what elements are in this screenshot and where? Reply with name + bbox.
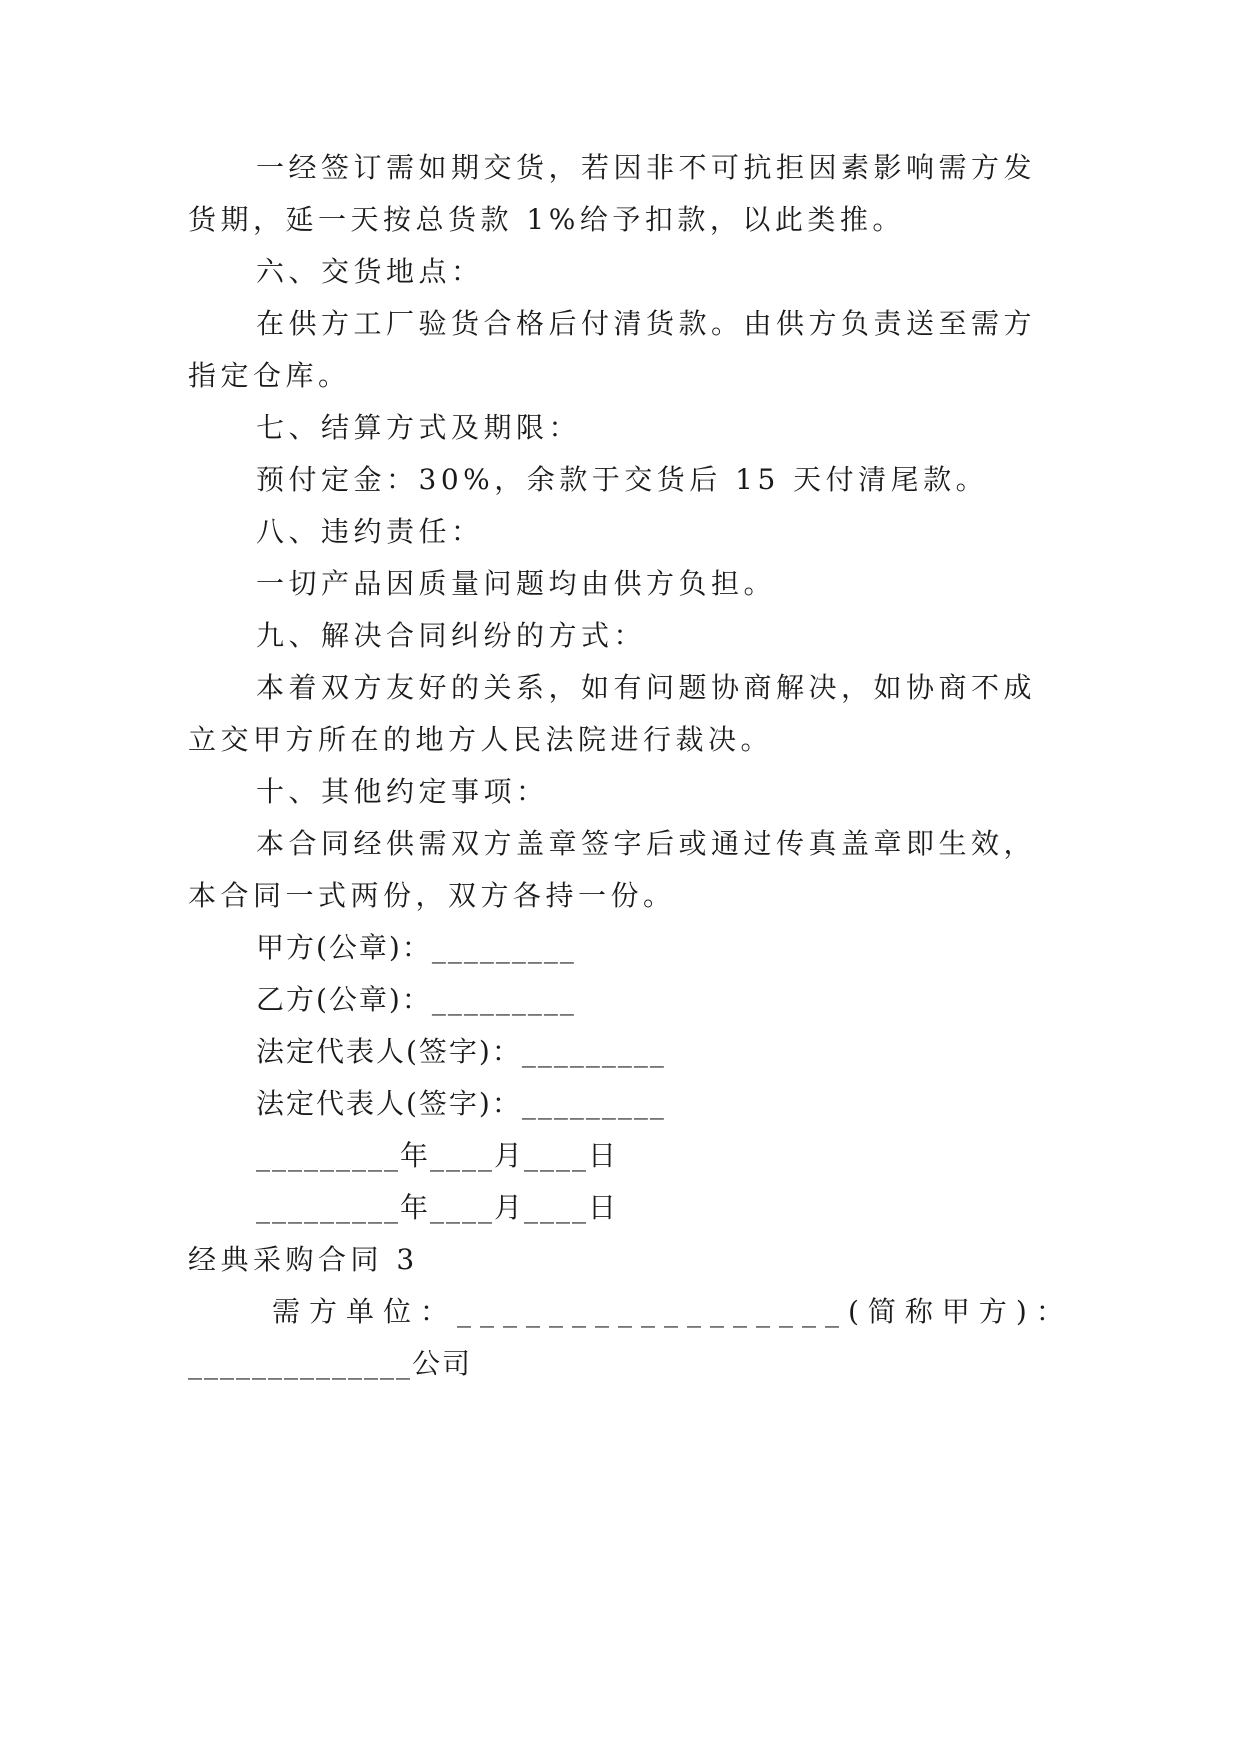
date-line: _________年____月____日 (256, 1191, 619, 1224)
paragraph-line: 指定仓库。 (188, 359, 351, 392)
paragraph-line: 一切产品因质量问题均由供方负担。 (256, 567, 777, 600)
paragraph-line: 本合同经供需双方盖章签字后或通过传真盖章即生效， (256, 827, 1037, 860)
section-heading: 七、结算方式及期限： (256, 411, 582, 444)
contract-title: 经典采购合同 3 (188, 1243, 419, 1276)
section-heading: 十、其他约定事项： (256, 775, 549, 808)
date-line: _________年____月____日 (256, 1139, 619, 1172)
section-heading: 八、违约责任： (256, 515, 484, 548)
section-heading: 六、交货地点： (256, 255, 484, 288)
signature-line-party-b: 乙方(公章)：_________ (256, 983, 576, 1016)
paragraph-line: 本着双方友好的关系，如有问题协商解决，如协商不成 (256, 671, 1037, 704)
section-heading: 九、解决合同纠纷的方式： (256, 619, 647, 652)
buyer-unit-line: 需方单位：_________________(简称甲方)： (272, 1295, 1073, 1328)
paragraph-line: 货期，延一天按总货款 1%给予扣款，以此类推。 (188, 203, 905, 236)
signature-line-party-a: 甲方(公章)：_________ (256, 931, 576, 964)
paragraph-line: 立交甲方所在的地方人民法院进行裁决。 (188, 723, 774, 756)
paragraph-line: 一经签订需如期交货，若因非不可抗拒因素影响需方发 (256, 151, 1037, 184)
signature-line-representative: 法定代表人(签字)：_________ (256, 1035, 666, 1068)
paragraph-line: 预付定金：30%，余款于交货后 15 天付清尾款。 (256, 463, 989, 496)
signature-line-representative: 法定代表人(签字)：_________ (256, 1087, 666, 1120)
paragraph-line: 本合同一式两份，双方各持一份。 (188, 879, 676, 912)
paragraph-line: 在供方工厂验货合格后付清货款。由供方负责送至需方 (256, 307, 1037, 340)
company-line: ______________公司 (188, 1347, 473, 1380)
